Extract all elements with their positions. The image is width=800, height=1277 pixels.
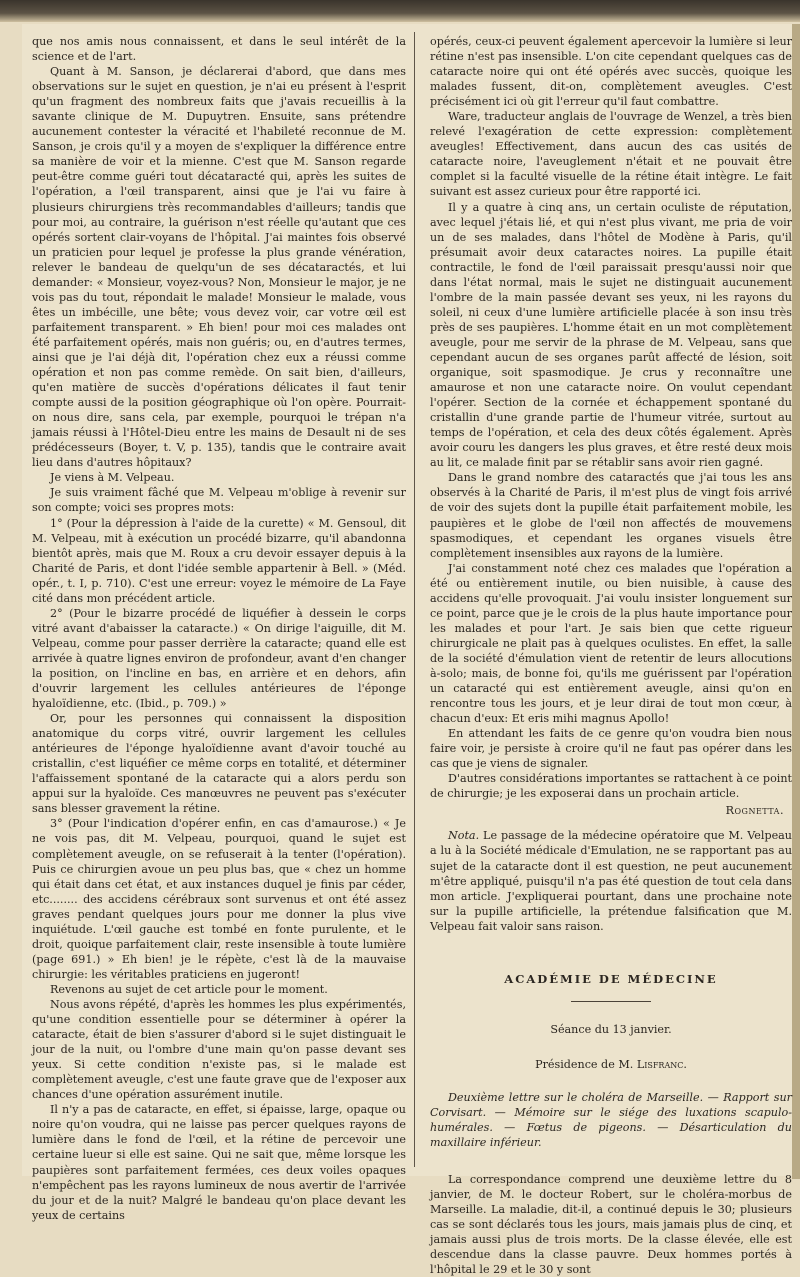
paragraph: Or, pour les personnes qui connaissent la disposition anatomique du corps vitré, ouvrir largement les cellules antérieures de l'éponge hyaloïdienne avant d'avoir touché au cristallin, c'est liquéfier ce même corps en totalité, et déterminer l'affaissement spontané de la cataracte qui a alors perdu son appui sur la hyaloïde. Ces manœuvres ne peuvent pas s'exécuter sans blesser gravement la rétine. xyxy=(32,712,406,816)
paragraph: D'autres considérations importantes se rattachent à ce point de chirurgie; je les exposerai dans un prochain article. xyxy=(430,772,792,801)
paragraph: Il n'y a pas de cataracte, en effet, si épaisse, large, opaque ou noire qu'on voudra, qui ne laisse pas percer quelques rayons de lumière dans le fond de l'œil, et la rétine de percevoir une certaine lueur si elle est saine. Qui ne sait que, même lorsque les paupières sont parfaitement fermées, ces deux voiles opaques n'empêchent pas les rayons lumineux de nous avertir de l'arrivée du jour et de la nuit? Malgré le bandeau qu'on place devant les yeux de certains xyxy=(32,1103,406,1222)
editor-note xyxy=(430,828,792,933)
paragraph: 3° (Pour l'indication d'opérer enfin, en cas d'amaurose.) « Je ne vois pas, dit M. Velpeau, pourquoi, quand le sujet est complètement aveugle, on se refuserait à la tenter (l'opération). Puis ce chirurgien avoue un peu plus bas, que « chez un homme qui était dans cet état, et aux instances duquel je finis par céder, etc........ des accidens cérébraux sont survenus et ont été assez graves pendant quelques jours pour me donner la plus vive inquiétude. L'œil gauche est tombé en fonte purulente, et le droit, quoique parfaitement clair, reste insensible à toute lumière (page 691.) » Eh bien! je le répète, c'est là de la mauvaise chirurgie: les véritables praticiens en jugeront! xyxy=(32,817,406,981)
paragraph: J'ai constamment noté chez ces malades que l'opération a été ou entièrement inutile, ou bien nuisible, à cause des accidens qu'elle provoquait. J'ai voulu insister longuement sur ce point, parce que je le crois de la plus haute importance pour les malades et pour l'art. Je sais bien que cette rigueur chirurgicale ne plait pas à quelques oculistes. En effet, la salle de la société d'émulation vient de retentir de leurs allocutions à-solo; mais, de bonne foi, qu'ils me guérissent par l'opération un cataracté qui est entièrement aveugle, ainsi qu'on en rencontre tous les jours, et je leur dirai de tout mon cœur, à chacun d'eux: Et eris mihi magnus Apollo! xyxy=(430,561,792,726)
paragraph: Nous avons répété, d'après les hommes les plus expérimentés, qu'une condition essentielle pour se déterminer à opérer la cataracte, était de bien s'assurer d'abord si le sujet distinguait le jour de la nuit, ou l'ombre d'une main qu'on passe devant ses yeux. Si cette condition n'existe pas, si le malade est complètement aveugle, c'est une faute grave que de l'exposer aux chances d'une opération assurément inutile. xyxy=(32,998,406,1102)
paragraph: opérés, ceux-ci peuvent également apercevoir la lumière si leur rétine n'est pas insensible. L'on cite cependant quelques cas de cataracte noire qui ont été opérés avec succès, quoique les malades fussent, dit-on, complètement aveugles. C'est précisément ici où git l'erreur qu'il faut combattre. xyxy=(430,35,792,109)
paragraph: La correspondance comprend une deuxième lettre du 8 janvier, de M. le docteur Robert, sur le choléra-morbus de Marseille. La maladie, dit-il, a continué depuis le 30; plusieurs cas se sont déclarés tous les jours, mais jamais plus de cinq, et jamais aussi plus de trois morts. De la classe élevée, elle est descendue dans la classe pauvre. Deux hommes portés à l'hôpital le 29 et le 30 y sont xyxy=(430,1173,792,1277)
paragraph: Dans le grand nombre des cataractés que j'ai tous les ans observés à la Charité de Paris, il m'est plus de vingt fois arrivé de voir des sujets dont la pupille était parfaitement mobile, les paupières et le globe de l'œil non affectés de mouvemens spasmodiques, et cependant les organes visuels être complètement insensibles aux rayons de la lumière. xyxy=(430,471,792,560)
president-name: Lisfranc. xyxy=(636,1057,687,1071)
presidency-prefix: Présidence de M. xyxy=(535,1057,634,1071)
session-agenda: Deuxième lettre sur le choléra de Marseille. — Rapport sur Corvisart. — Mémoire sur le siége des luxations scapulo-humérales. — Fœtus de pigeons. — Désarticulation du maxillaire inférieur. xyxy=(430,1090,792,1150)
note-text: Le passage de la médecine opératoire que M. Velpeau a lu à la Société médicale d'Emulation, ne se rapportant pas au sujet de la cataracte dont il est question, ne peut aucunement m'être appliqué, puisqu'il n'a pas été question de tout cela dans mon article. J'expliquerai pourtant, dans une prochaine note sur la pupille artificielle, la prétendue falsification que M. Velpeau fait valoir sans raison. xyxy=(430,829,792,933)
column-divider xyxy=(414,32,415,1167)
paragraph: Je suis vraiment fâché que M. Velpeau m'oblige à revenir sur son compte; voici ses propres mots: xyxy=(32,486,406,515)
newspaper-page xyxy=(22,24,792,1277)
note-label: Nota. xyxy=(448,829,480,843)
presidency-line xyxy=(430,1057,792,1072)
paragraph: 1° (Pour la dépression à l'aide de la curette) « M. Gensoul, dit M. Velpeau, mit à exécution un procédé bizarre, qu'il abandonna bientôt après, mais que M. Roux a cru devoir essayer depuis à la Charité de Paris, et dont l'idée semble appartenir à Bell. » (Méd. opér., t. I, p. 710). C'est une erreur: voyez le mémoire de La Faye cité dans mon précédent article. xyxy=(32,516,406,605)
paragraph: Revenons au sujet de cet article pour le moment. xyxy=(50,982,328,996)
paragraph: que nos amis nous connaissent, et dans le seul intérêt de la science et de l'art. xyxy=(32,35,406,64)
section-heading: ACADÉMIE DE MÉDECINE xyxy=(504,971,718,986)
paragraph: Ware, traducteur anglais de l'ouvrage de Wenzel, a très bien relevé l'exagération de cette expression: complètement aveugles! Effectivement, dans aucun des cas usités de cataracte noire, l'aveuglement n'était et ne pouvait être complet si la faculté visuelle de la rétine était intègre. Le fait suivant est assez curieux pour être rapporté ici. xyxy=(430,110,792,199)
paragraph: Je viens à M. Velpeau. xyxy=(50,471,175,485)
heading-rule xyxy=(571,1001,651,1002)
paragraph: Quant à M. Sanson, je déclarerai d'abord, que dans mes observations sur le sujet en question, je n'ai eu présent à l'esprit qu'un fragment des nombreux faits que j'avais recueillis à la savante clinique de M. Dupuytren. Ensuite, sans prétendre aucunement contester la véracité et l'habileté reconnue de M. Sanson, je crois qu'il y a moyen de s'expliquer la différence entre sa manière de voir et la mienne. C'est que M. Sanson regarde peut-être comme guéri tout décataracté qui, après les suites de l'opération, a l'œil transparent, ainsi que je l'ai vu faire à plusieurs chirurgiens très recommandables d'ailleurs; tandis que pour moi, au contraire, la guérison n'est réelle qu'autant que ces opérés sortent clair-voyans de l'hôpital. J'ai maintes fois observé un praticien pour lequel je professe la plus grande vénération, relever le bandeau de quelqu'un de ses décataractés, et lui demander: « Monsieur, voyez-vous? Non, Monsieur le major, je ne vois pas du tout, répondait le malade! Monsieur le malade, vous êtes un imbécille, une bête; vous devez voir, car votre œil est parfaitement transparent. » Eh bien! pour moi ces malades ont été parfaitement opérés, mais non guéris; ou, en d'autres termes, ainsi que je l'ai déjà dit, l'opération chez eux a réussi comme opération et non pas comme remède. On sait bien, d'ailleurs, qu'en matière de succès d'opérations délicates il faut tenir compte aussi de la position géographique où l'on opère. Pourrait-on nous dire, sans cela, par exemple, pourquoi le trépan n'a jamais réussi à l'Hôtel-Dieu entre les mains de Desault ni de ses prédécesseurs (Boyer, t. V, p. 135), tandis que le contraire avait lieu dans d'autres hôpitaux? xyxy=(32,65,406,470)
paragraph: 2° (Pour le bizarre procédé de liquéfier à dessein le corps vitré avant d'abaisser la cataracte.) « On dirige l'aiguille, dit M. Velpeau, comme pour passer derrière la cataracte; quand elle est arrivée à quatre lignes environ de profondeur, avant d'en changer la position, on l'incline en bas, en arrière et en dehors, afin d'ouvrir largement les cellules antérieures de l'éponge hyaloïdienne, etc. (Ibid., p. 709.) » xyxy=(32,606,406,711)
page-top-edge xyxy=(0,0,800,22)
page-right-edge xyxy=(792,24,800,1179)
paragraph: En attendant les faits de ce genre qu'on voudra bien nous faire voir, je persiste à croire qu'il ne faut pas opérer dans les cas que je viens de signaler. xyxy=(430,727,792,771)
right-column xyxy=(430,34,792,1277)
session-date: Séance du 13 janvier. xyxy=(550,1022,672,1036)
paragraph: Il y a quatre à cinq ans, un certain oculiste de réputation, avec lequel j'étais lié, et qui n'est plus vivant, me pria de voir un de ses malades, dans l'hôtel de Modène à Paris, qu'il présumait avoir deux cataractes noires. La pupille était contractile, le fond de l'œil paraissait presqu'aussi noir que dans l'état normal, mais le sujet ne distinguait aucunement l'ombre de la main passée devant ses yeux, ni les rayons du soleil, ni ceux d'une lumière artificielle placée à son insu très près de ses paupières. L'homme était en un mot complètement aveugle, pour me servir de la phrase de M. Velpeau, sans que cependant aucun de ses organes parût affecté de lésion, soit organique, soit spasmodique. Je crus y reconnaître une amaurose et non une cataracte noire. On voulut cependant l'opérer. Section de la cornée et échappement spontané du cristallin d'une grande partie de l'humeur vitrée, surtout au temps de l'opération, et cela des deux côtés également. Après avoir couru les dangers les plus graves, et être resté deux mois au lit, ce malade finit par se rétablir sans avoir rien gagné. xyxy=(430,200,792,470)
author-signature: Rognetta. xyxy=(725,804,784,818)
left-column xyxy=(32,34,406,1222)
